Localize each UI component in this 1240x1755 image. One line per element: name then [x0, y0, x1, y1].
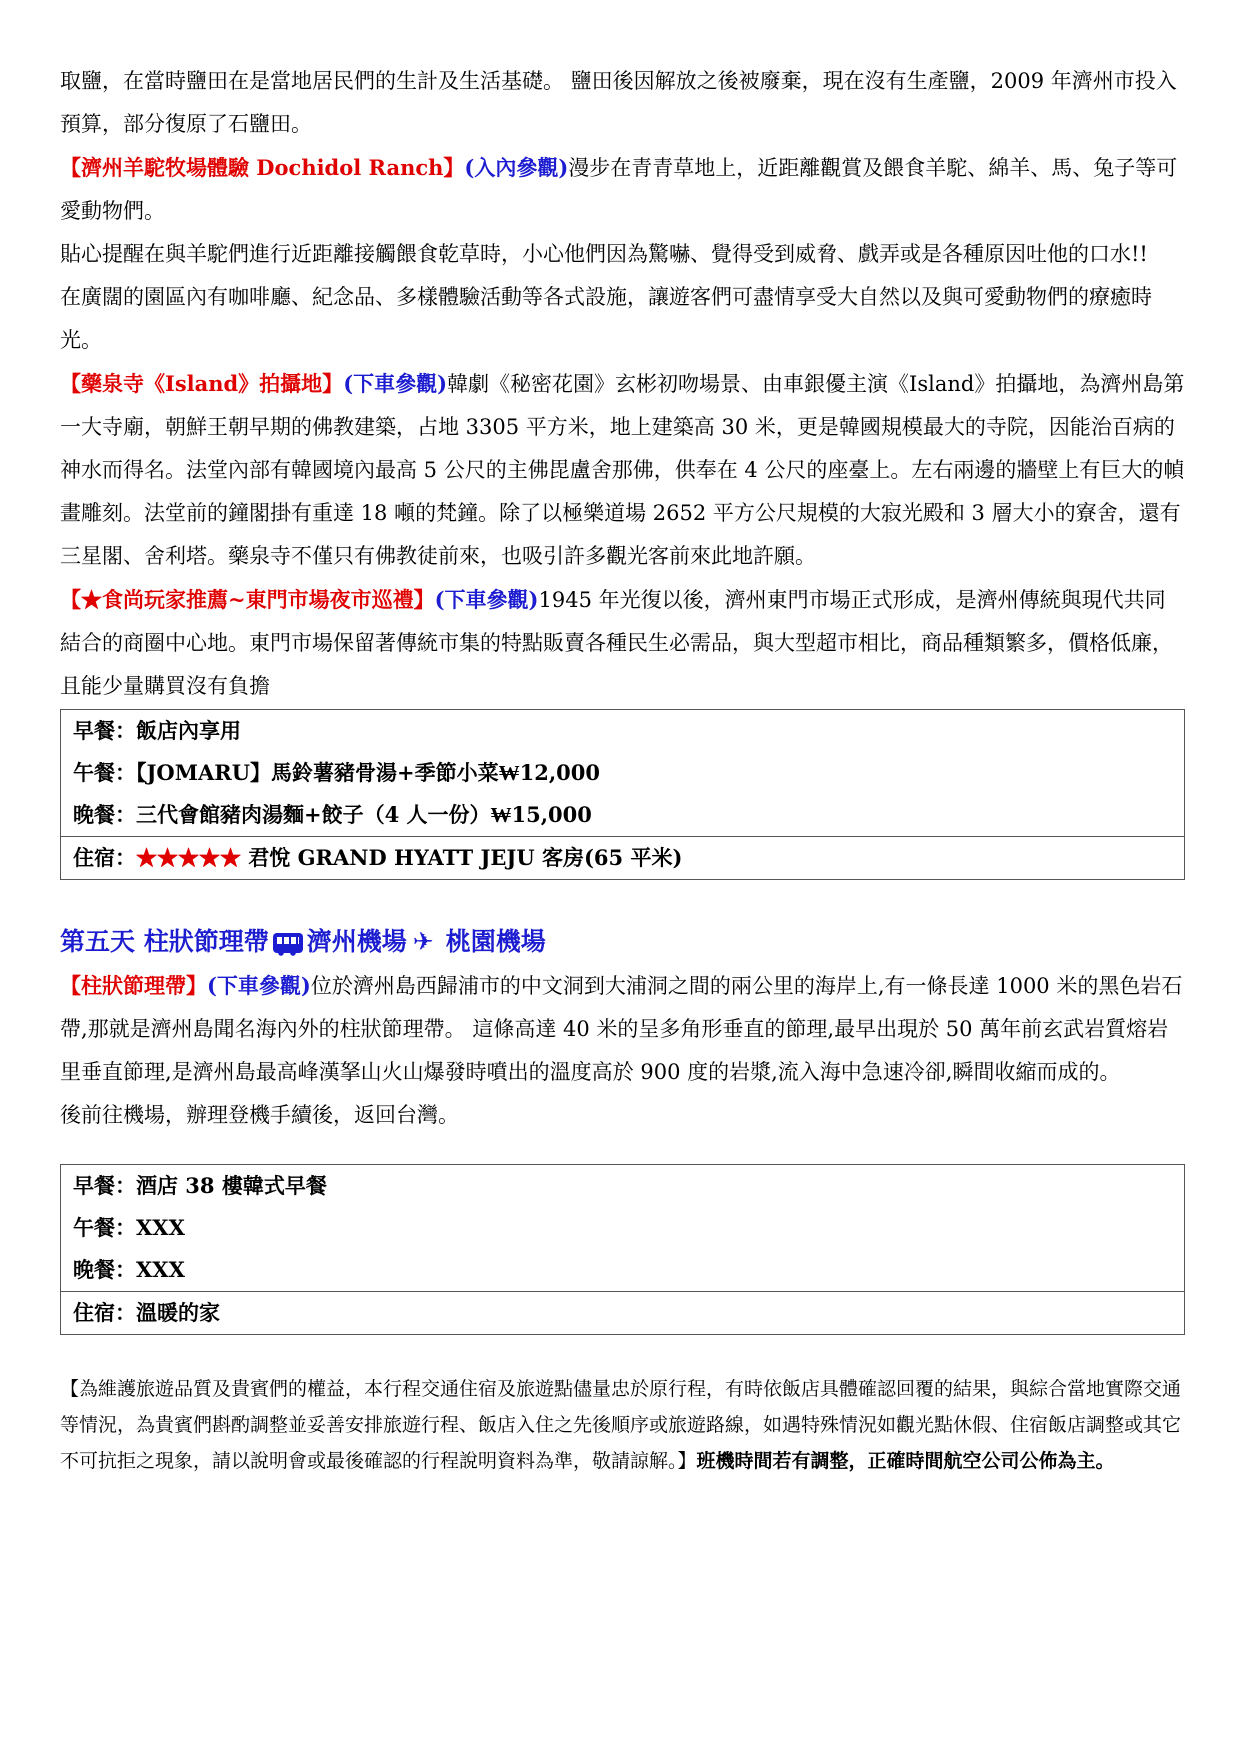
- plane-icon: ✈: [412, 927, 434, 956]
- day5-title-part1: 第五天 柱狀節理帶: [60, 927, 269, 956]
- bus-icon: [273, 933, 303, 953]
- itinerary-content: [60, 60, 1185, 1479]
- day5-title-part2: 濟州機場: [306, 927, 407, 956]
- alpaca-ranch-tag: (入內參觀): [464, 155, 569, 180]
- columnar-tag: (下車參觀): [207, 973, 311, 998]
- day4-meals-box: [60, 709, 1185, 880]
- columnar-title: 【柱狀節理帶】: [60, 973, 207, 998]
- day4-breakfast: 早餐：飯店內享用: [73, 718, 241, 743]
- day5-breakfast: 早餐：酒店 38 樓韓式早餐: [73, 1173, 327, 1198]
- disclaimer-bold: 班機時間若有調整，正確時間航空公司公佈為主。: [696, 1450, 1115, 1472]
- day5-dinner: 晚餐：XXX: [73, 1257, 185, 1282]
- day4-dinner: 晚餐：三代會館豬肉湯麵+餃子（4 人一份）₩15,000: [73, 802, 592, 827]
- day4-lunch: 午餐：【JOMARU】馬鈴薯豬骨湯+季節小菜₩12,000: [73, 760, 600, 785]
- temple-title: 【藥泉寺《Island》拍攝地】: [60, 371, 344, 396]
- alpaca-ranch-facilities: 在廣闊的園區內有咖啡廳、紀念品、多樣體驗活動等各式設施，讓遊客們可盡情享受大自然以及與可愛動物們的療癒時光。: [60, 285, 1152, 352]
- columnar-paragraph: [60, 964, 1185, 1094]
- market-paragraph: [60, 578, 1185, 708]
- columnar-body: 位於濟州島西歸浦市的中文洞到大浦洞之間的兩公里的海岸上,有一條長達 1000 米的黑色岩石帶,那就是濟州島聞名海內外的柱狀節理帶。 這條高達 40 米的呈多角形垂直的節理,最早出現於 50 萬年前玄武岩質熔岩里垂直節理,是濟州島最高峰漢拏山火山爆發時噴出的溫度高於 900 度的岩漿,流入海中急速冷卻,瞬間收縮而成的。: [60, 974, 1183, 1084]
- day5-title: [60, 920, 1185, 964]
- day5-hotel: 住宿：溫暖的家: [61, 1291, 1184, 1334]
- temple-body: 韓劇《秘密花園》玄彬初吻場景、由車銀優主演《Island》拍攝地，為濟州島第一大寺廟，朝鮮王朝早期的佛教建築，占地 3305 平方米，地上建築高 30 米，更是韓國規模最大的寺院，因能治百病的神水而得名。法堂內部有韓國境內最高 5 公尺的主佛毘盧舍那佛，供奉在 4 公尺的座臺上。左右兩邊的牆壁上有巨大的幀畫雕刻。法堂前的鐘閣掛有重達 18 噸的梵鐘。除了以極樂道場 2652 平方公尺規模的大寂光殿和 3 層大小的寮舍，還有三星閣、舍利塔。藥泉寺不僅只有佛教徒前來，也吸引許多觀光客前來此地許願。: [60, 372, 1185, 568]
- day4-hotel-label: 住宿：: [73, 845, 136, 870]
- day5-title-part3: 桃園機場: [445, 927, 546, 956]
- day4-hotel-name: 君悅 GRAND HYATT JEJU 客房(65 平米): [241, 845, 683, 870]
- day5-meals-box: [60, 1164, 1185, 1335]
- hotel-stars: ★★★★★: [136, 845, 241, 870]
- intro-paragraph: 取鹽，在當時鹽田在是當地居民們的生計及生活基礎。 鹽田後因解放之後被廢棄，現在沒有生產鹽，2009 年濟州市投入預算，部分復原了石鹽田。: [60, 69, 1177, 136]
- disclaimer-note: [60, 1371, 1185, 1479]
- day5-lunch: 午餐：XXX: [73, 1215, 185, 1240]
- day4-hotel: [61, 836, 1184, 879]
- market-tag: (下車參觀): [434, 587, 539, 612]
- alpaca-ranch-tip: 貼心提醒在與羊駝們進行近距離接觸餵食乾草時，小心他們因為驚嚇、覺得受到威脅、戲弄或是各種原因吐他的口水!!: [60, 242, 1148, 266]
- temple-tag: (下車參觀): [343, 371, 448, 396]
- alpaca-ranch-body: 漫步在青青草地上，近距離觀賞及餵食羊駝、綿羊、馬、兔子等可愛動物們。: [60, 156, 1178, 223]
- market-title: 【★食尚玩家推薦~東門市場夜市巡禮】: [60, 587, 435, 612]
- market-body: 1945 年光復以後，濟州東門市場正式形成，是濟州傳統與現代共同結合的商圈中心地。東門市場保留著傳統市集的特點販賣各種民生必需品，與大型超市相比，商品種類繁多，價格低廉，且能少量購買沒有負擔: [60, 588, 1173, 698]
- alpaca-ranch-title: 【濟州羊駝牧場體驗 Dochidol Ranch】: [60, 155, 465, 180]
- alpaca-ranch-paragraph: [60, 146, 1185, 233]
- disclaimer-text: 【為維護旅遊品質及貴賓們的權益，本行程交通住宿及旅遊點儘量忠於原行程，有時依飯店具體確認回覆的結果，與綜合當地實際交通等情況，為貴賓們斟酌調整並妥善安排旅遊行程、飯店入住之先後順序或旅遊路線，如遇特殊情況如觀光點休假、住宿飯店調整或其它不可抗拒之現象，請以說明會或最後確認的行程說明資料為準，敬請諒解。】: [60, 1378, 1182, 1472]
- temple-paragraph: [60, 362, 1185, 578]
- airport-paragraph: 後前往機場，辦理登機手續後，返回台灣。: [60, 1103, 459, 1127]
